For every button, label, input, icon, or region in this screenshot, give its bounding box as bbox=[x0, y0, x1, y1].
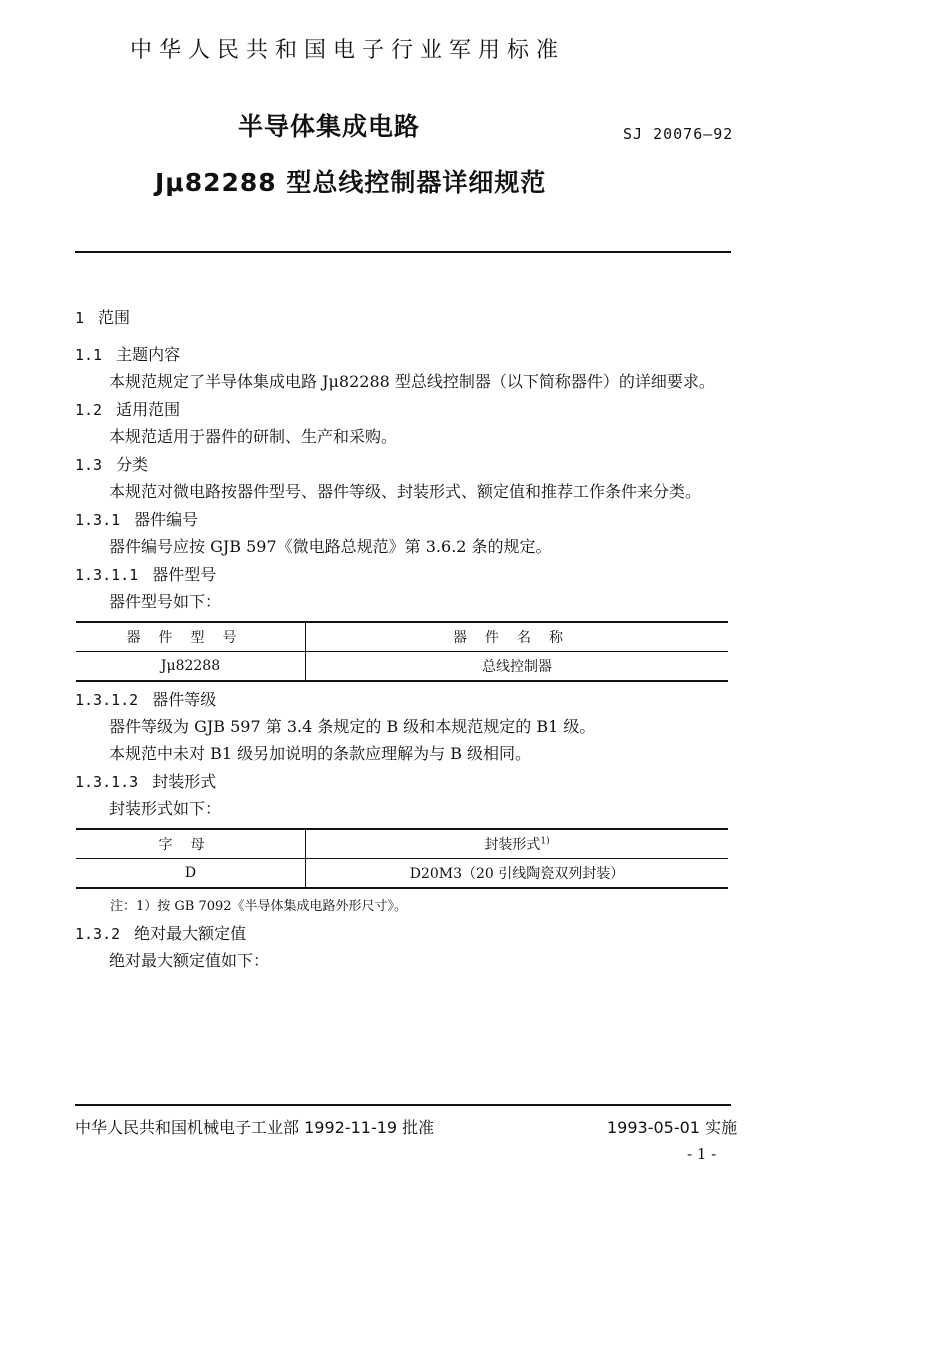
standard-number: SJ 20076—92 bbox=[623, 125, 734, 143]
table-header-row bbox=[76, 829, 728, 859]
section-title: 分类 bbox=[116, 455, 149, 474]
section-1-1-heading bbox=[75, 342, 180, 365]
package-table bbox=[76, 828, 728, 889]
section-1-3-1-1-heading bbox=[75, 562, 216, 585]
section-number: 1.1 bbox=[75, 346, 103, 364]
document-title-line2: Jμ82288 型总线控制器详细规范 bbox=[155, 168, 547, 197]
section-number: 1.3.1 bbox=[75, 511, 121, 529]
section-number: 1.3.1.2 bbox=[75, 691, 139, 709]
section-title: 器件型号 bbox=[152, 565, 217, 584]
section-1-2-heading bbox=[75, 397, 180, 420]
section-1-3-1-3-heading bbox=[75, 769, 216, 792]
table-cell: 总线控制器 bbox=[306, 652, 729, 682]
section-1-3-text: 本规范对微电路按器件型号、器件等级、封装形式、额定值和推荐工作条件来分类。 bbox=[109, 482, 702, 501]
table-cell: Jμ82288 bbox=[76, 652, 306, 682]
document-title-line1: 半导体集成电路 bbox=[238, 112, 421, 141]
page-number: - 1 - bbox=[687, 1145, 717, 1163]
table-cell: D bbox=[76, 859, 306, 889]
section-1-3-1-2-heading bbox=[75, 687, 216, 710]
section-title: 范围 bbox=[98, 308, 131, 327]
table-footnote: 注：1）按 GB 7092《半导体集成电路外形尺寸》。 bbox=[110, 899, 408, 914]
section-number: 1.3.1.1 bbox=[75, 566, 139, 584]
footnote-mark: 1) bbox=[540, 836, 550, 847]
section-number: 1.3.1.3 bbox=[75, 773, 139, 791]
section-1-3-2-heading bbox=[75, 921, 246, 944]
section-number: 1.3 bbox=[75, 456, 103, 474]
table-row bbox=[76, 859, 728, 889]
section-1-3-1-2-text-1: 器件等级为 GJB 597 第 3.4 条规定的 B 级和本规范规定的 B1 级。 bbox=[109, 717, 596, 736]
section-number: 1.2 bbox=[75, 401, 103, 419]
section-title: 封装形式 bbox=[152, 772, 217, 791]
table-header-row bbox=[76, 622, 728, 652]
section-1-2-text: 本规范适用于器件的研制、生产和采购。 bbox=[109, 427, 398, 446]
table-header-cell: 器件名称 bbox=[306, 622, 729, 652]
section-title: 器件等级 bbox=[152, 690, 217, 709]
section-1-3-1-text: 器件编号应按 GJB 597《微电路总规范》第 3.6.2 条的规定。 bbox=[109, 537, 552, 556]
section-1-3-1-3-text: 封装形式如下： bbox=[109, 799, 222, 818]
section-title: 器件编号 bbox=[134, 510, 199, 529]
table-row bbox=[76, 652, 728, 682]
table-header-cell bbox=[306, 829, 729, 859]
section-title: 绝对最大额定值 bbox=[134, 924, 247, 943]
footer-divider bbox=[75, 1104, 731, 1106]
table-cell: D20M3（20 引线陶瓷双列封装） bbox=[306, 859, 729, 889]
section-number: 1 bbox=[75, 309, 85, 327]
section-title: 适用范围 bbox=[116, 400, 181, 419]
section-title: 主题内容 bbox=[116, 345, 181, 364]
section-number: 1.3.2 bbox=[75, 925, 121, 943]
approval-info: 中华人民共和国机械电子工业部 1992-11-19 批准 bbox=[75, 1118, 435, 1137]
section-1-3-1-2-text-2: 本规范中未对 B1 级另加说明的条款应理解为与 B 级相同。 bbox=[109, 744, 532, 763]
table-header-cell: 字母 bbox=[76, 829, 306, 859]
title-divider bbox=[75, 251, 731, 253]
section-1-1-text: 本规范规定了半导体集成电路 Jμ82288 型总线控制器（以下简称器件）的详细要求。 bbox=[109, 372, 715, 391]
device-type-table bbox=[76, 621, 728, 682]
section-1-3-1-1-text: 器件型号如下： bbox=[109, 592, 222, 611]
section-1-heading bbox=[75, 305, 130, 328]
table-header-cell: 器件型号 bbox=[76, 622, 306, 652]
table-header-label: 封装形式 bbox=[484, 837, 541, 853]
standard-category: 中华人民共和国电子行业军用标准 bbox=[130, 38, 566, 63]
section-1-3-2-text: 绝对最大额定值如下： bbox=[109, 951, 270, 970]
effective-date: 1993-05-01 实施 bbox=[607, 1118, 738, 1137]
section-1-3-heading bbox=[75, 452, 148, 475]
section-1-3-1-heading bbox=[75, 507, 198, 530]
